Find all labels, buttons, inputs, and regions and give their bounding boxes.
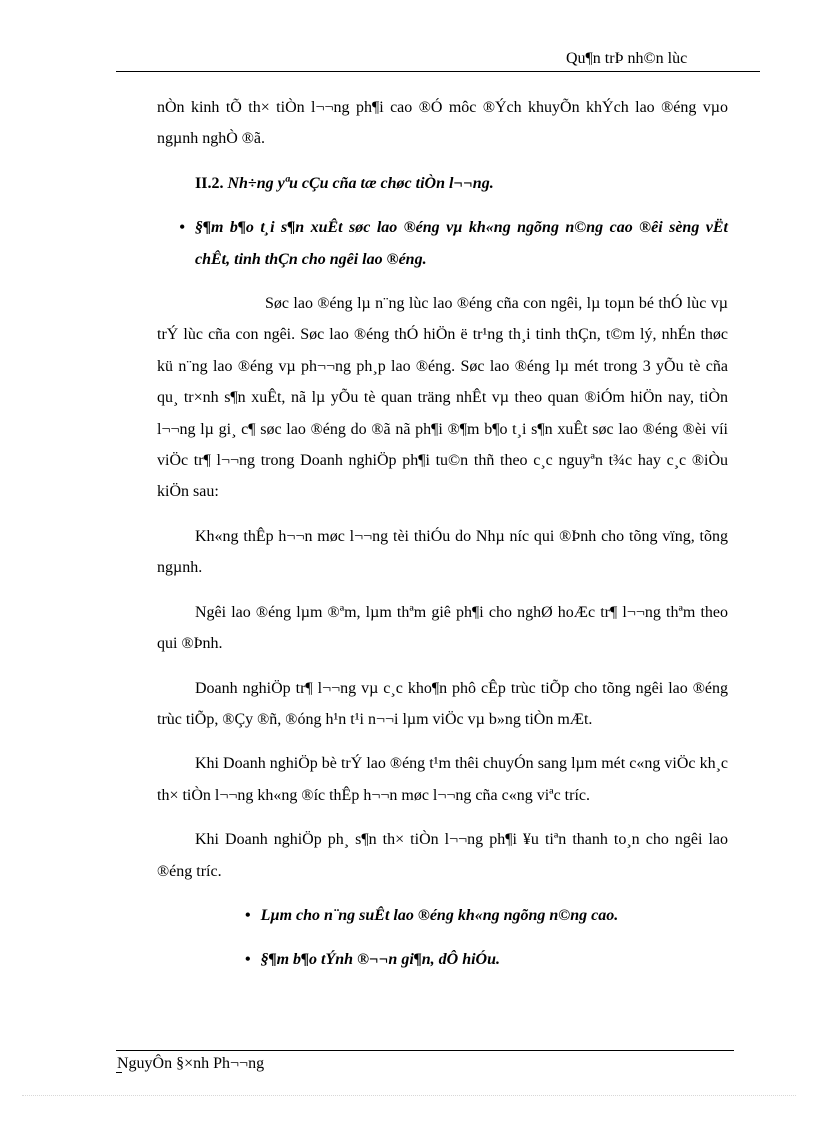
bullet-item-2 bbox=[157, 900, 728, 931]
section-number: II.2. bbox=[195, 174, 224, 192]
paragraph-labor-power: Søc lao ®éng lµ n¨ng lùc lao ®éng cña con ngêi, lµ toµn bé thÓ lùc vµ trÝ lùc cña con ngêi. Søc lao ®éng thÓ hiÖn ë tr¹ng th¸i tinh thÇn, t©m lý, nhÉn thøc kü n¨ng lao ®éng vµ ph¬¬ng ph¸p lao ®éng. Søc lao ®éng lµ mét trong 3 yÕu tè cña qu¸ tr×nh s¶n xuÊt, nã lµ yÕu tè quan träng nhÊt vµ theo quan ®iÓm hiÖn nay, tiÒn l¬¬ng lµ gi¸ c¶ søc lao ®éng do ®ã nã ph¶i ®¶m b¶o t¸i s¶n xuÊt søc lao ®éng ®èi víi viÖc tr¶ l¬¬ng trong Doanh nghiÖp ph¶i tu©n thñ theo c¸c nguyªn t¾c hay c¸c ®iÒu kiÖn sau: bbox=[157, 295, 728, 501]
footer-author: NguyÔn §×nh Ph¬¬ng bbox=[117, 1055, 265, 1072]
bullet-icon: • bbox=[245, 951, 251, 969]
header-rule bbox=[116, 71, 760, 72]
footer-rule bbox=[116, 1050, 734, 1051]
running-header: Qu¶n trÞ nh©n lùc bbox=[566, 50, 688, 67]
page-bottom-dotted-line bbox=[22, 1095, 796, 1096]
section-heading bbox=[157, 168, 728, 199]
bullet-icon: • bbox=[245, 906, 251, 924]
paragraph-continuation: nÒn kinh tÕ th× tiÒn l¬¬ng ph¶i cao ®Ó môc ®Ých khuyÕn khÝch lao ®éng vµo ngµnh nghÒ ®ã. bbox=[157, 99, 728, 148]
body-text bbox=[157, 92, 728, 976]
bullet-icon: • bbox=[179, 219, 185, 237]
paragraph-condition-5: Khi Doanh nghiÖp ph¸ s¶n th× tiÒn l¬¬ng ph¶i ¥u tiªn thanh to¸n cho ngêi lao ®éng tríc. bbox=[157, 831, 728, 880]
bullet-text: §¶m b¶o tÝnh ®¬¬n gi¶n, dÔ hiÓu. bbox=[260, 951, 501, 969]
paragraph-condition-1: Kh«ng thÊp h¬¬n møc l¬¬ng tèi thiÓu do Nhµ níc qui ®Þnh cho tõng vïng, tõng ngµnh. bbox=[157, 527, 728, 577]
section-title: Nh÷ng yªu cÇu cña tæ chøc tiÒn l¬¬ng. bbox=[227, 174, 494, 192]
paragraph-condition-2: Ngêi lao ®éng lµm ®ªm, lµm thªm giê ph¶i cho nghØ hoÆc tr¶ l¬¬ng thªm theo qui ®Þnh. bbox=[157, 603, 728, 653]
paragraph-condition-4: Khi Doanh nghiÖp bè trÝ lao ®éng t¹m thêi chuyÓn sang lµm mét c«ng viÖc kh¸c th× tiÒn l¬¬ng kh«ng ®íc thÊp h¬¬n møc l¬¬ng cña c«ng viªc tríc. bbox=[157, 755, 728, 804]
bullet-text: §¶m b¶o t¸i s¶n xuÊt søc lao ®éng vµ kh«ng ngõng n©ng cao ®êi sèng vËt chÊt, tinh thÇn cho ngêi lao ®éng. bbox=[195, 219, 728, 268]
bullet-item-1 bbox=[157, 212, 728, 275]
paragraph-condition-3: Doanh nghiÖp tr¶ l¬¬ng vµ c¸c kho¶n phô cÊp trùc tiÕp cho tõng ngêi lao ®éng trùc tiÕp, ®Çy ®ñ, ®óng h¹n t¹i n¬¬i lµm viÖc vµ b»ng tiÒn mÆt. bbox=[157, 679, 728, 728]
bullet-item-3 bbox=[157, 944, 728, 975]
bullet-text: Lµm cho n¨ng suÊt lao ®éng kh«ng ngõng n©ng cao. bbox=[260, 906, 619, 924]
